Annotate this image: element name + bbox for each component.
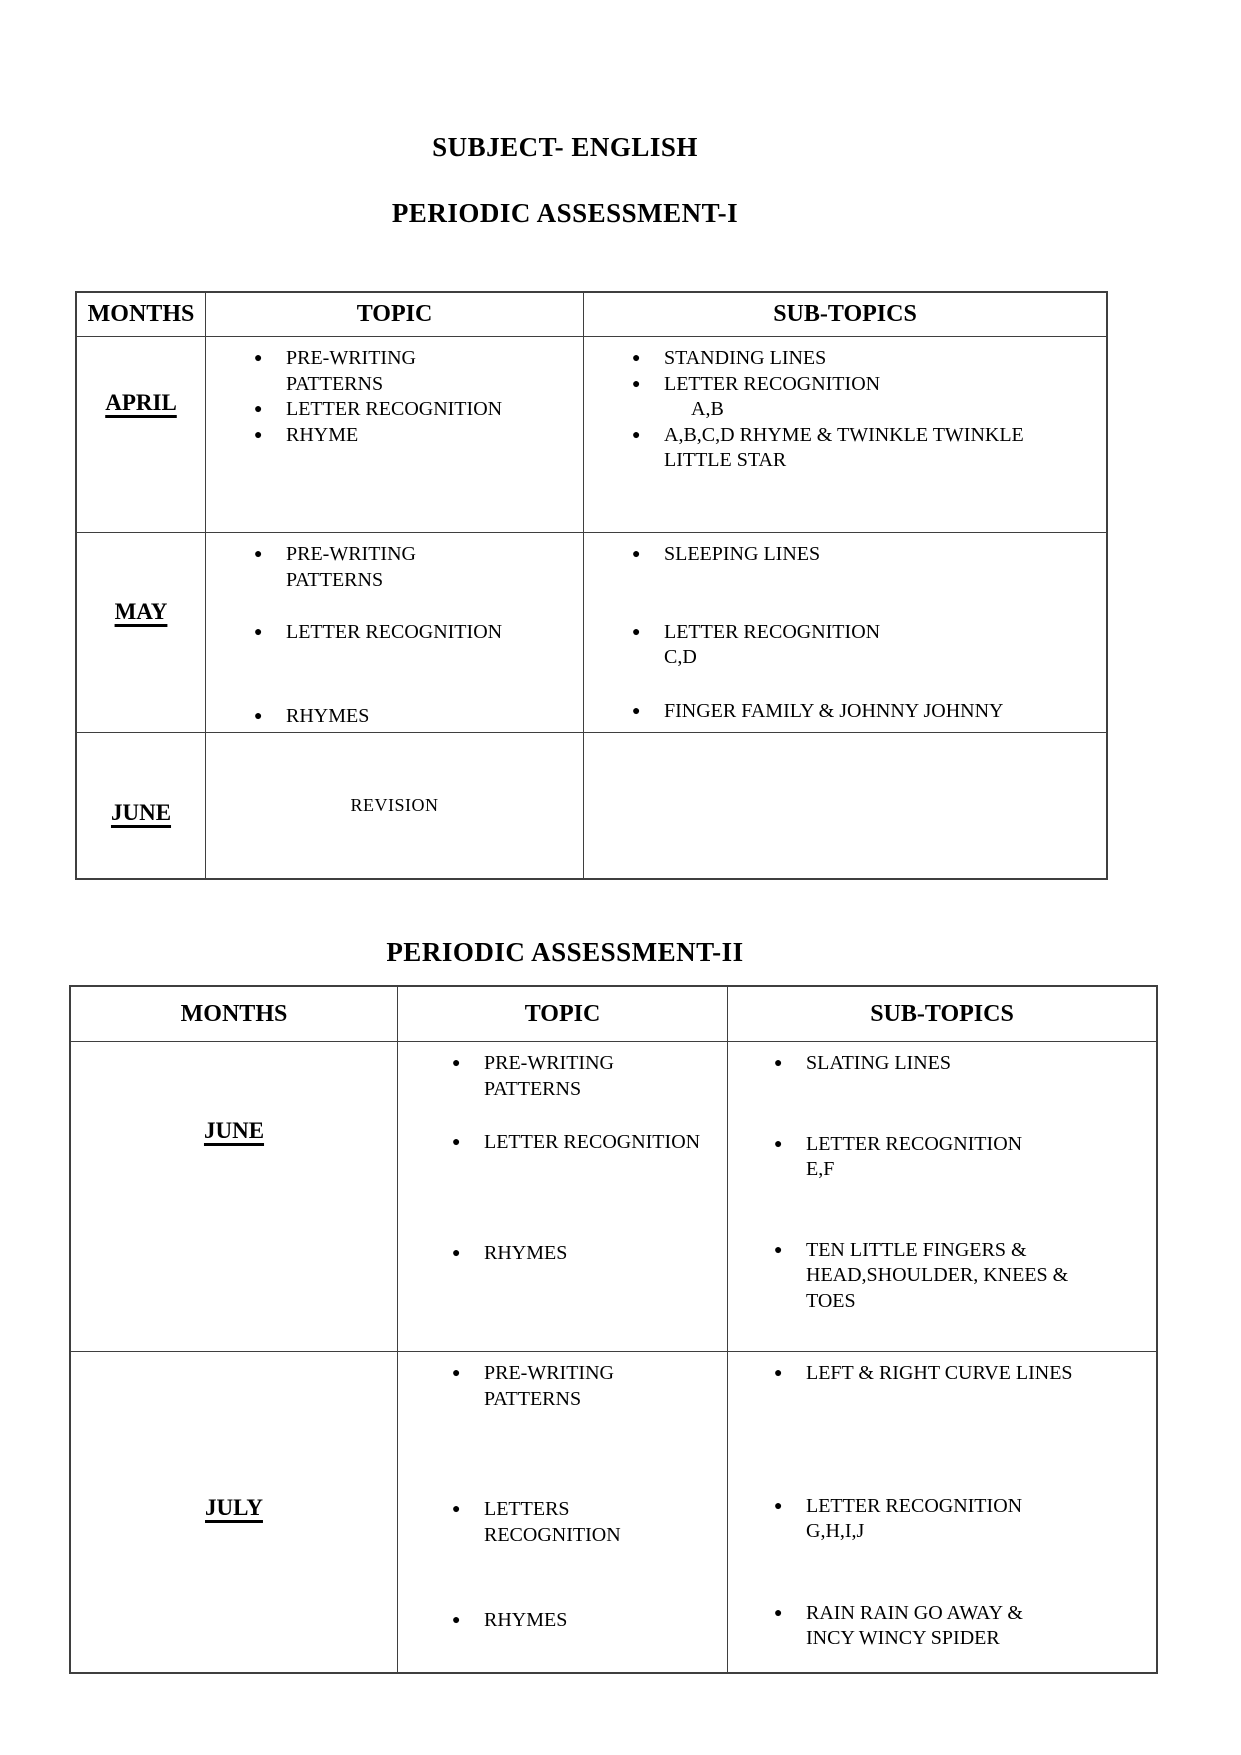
t1-month-cell-may	[77, 533, 206, 733]
month-label-june: JUNE	[203, 1118, 265, 1143]
topic-line: PRE-WRITING	[484, 1052, 614, 1074]
month-label-april: APRIL	[105, 390, 177, 415]
t2-month-cell-july	[71, 1352, 398, 1672]
t1-month-cell-april	[77, 337, 206, 533]
bullet-icon: ●	[632, 624, 641, 640]
bullet-item	[774, 1051, 1150, 1077]
bullet-item	[774, 1361, 1150, 1387]
bullet-item	[632, 346, 1098, 372]
page-title-assessment-2: PERIODIC ASSESSMENT-II	[386, 937, 744, 967]
subtopic-line: A,B	[691, 398, 724, 420]
bullet-icon: ●	[774, 1056, 783, 1071]
t1-may-topic-cell	[206, 533, 584, 733]
bullet-icon: ●	[452, 1502, 461, 1517]
bullet-icon: ●	[254, 351, 263, 366]
bullet-item	[632, 423, 1098, 474]
subtopic-line: E,F	[806, 1158, 835, 1180]
bullet-item	[254, 423, 575, 449]
subtopic-line: LETTER RECOGNITION	[664, 372, 881, 395]
bullet-item	[774, 1132, 1150, 1183]
topic-line: PATTERNS	[286, 568, 384, 591]
topic-line: PRE-WRITING	[484, 1362, 614, 1384]
bullet-icon: ●	[452, 1366, 461, 1381]
t2-month-cell-june	[71, 1042, 398, 1352]
subtopic-line: TEN LITTLE FINGERS &	[806, 1238, 1027, 1261]
subtopic-line: SLATING LINES	[806, 1052, 951, 1074]
topic-line: PRE-WRITING	[286, 543, 416, 565]
bullet-item	[254, 704, 575, 730]
bullet-item	[632, 372, 1098, 423]
subtopic-line: G,H,I,J	[806, 1520, 865, 1542]
bullet-item	[452, 1608, 721, 1634]
bullet-icon: ●	[774, 1136, 783, 1152]
bullet-icon: ●	[254, 547, 263, 562]
table-periodic-assessment-1	[75, 291, 1108, 880]
bullet-icon: ●	[452, 1245, 461, 1261]
bullet-icon: ●	[452, 1135, 461, 1150]
bullet-icon: ●	[774, 1498, 783, 1514]
month-label-july: JULY	[205, 1495, 263, 1520]
subtopic-line: LETTER RECOGNITION	[806, 1132, 1023, 1155]
subtopic-line: RAIN RAIN GO AWAY &	[806, 1601, 1023, 1624]
t2-header-months: MONTHS	[71, 987, 398, 1042]
revision-label: REVISION	[350, 795, 439, 815]
bullet-item	[632, 620, 1098, 671]
month-label-may: MAY	[114, 599, 168, 624]
topic-line: LETTER RECOGNITION	[484, 1131, 701, 1153]
bullet-icon: ●	[632, 376, 641, 392]
subtopic-line: C,D	[664, 646, 697, 668]
t2-header-subtopics: SUB-TOPICS	[728, 987, 1156, 1042]
subtopic-line: STANDING LINES	[664, 347, 827, 369]
bullet-item	[632, 699, 1098, 725]
bullet-icon: ●	[254, 427, 263, 443]
topic-line: PRE-WRITING	[286, 347, 416, 369]
bullet-item	[254, 620, 575, 646]
subtopic-line: FINGER FAMILY & JOHNNY JOHNNY	[664, 699, 1004, 722]
bullet-icon: ●	[254, 625, 263, 640]
topic-line: PATTERNS	[484, 1387, 582, 1410]
bullet-item	[452, 1130, 721, 1156]
topic-line: RHYME	[286, 423, 359, 446]
topic-line: RHYMES	[484, 1609, 568, 1631]
subtopic-line: HEAD,SHOULDER, KNEES &	[806, 1264, 1069, 1286]
topic-line: LETTER RECOGNITION	[286, 621, 503, 643]
t1-header-subtopics: SUB-TOPICS	[584, 293, 1106, 337]
bullet-item	[452, 1051, 721, 1102]
bullet-item	[254, 397, 575, 423]
bullet-icon: ●	[774, 1605, 783, 1621]
bullet-item	[254, 542, 575, 593]
t2-july-subtopic-cell	[728, 1352, 1156, 1672]
bullet-icon: ●	[632, 703, 641, 719]
subtopic-line: LETTER RECOGNITION	[806, 1494, 1023, 1517]
bullet-icon: ●	[452, 1056, 461, 1071]
table-periodic-assessment-2	[69, 985, 1158, 1674]
bullet-item	[774, 1494, 1150, 1545]
bullet-item	[452, 1361, 721, 1412]
topic-line: RECOGNITION	[484, 1523, 621, 1546]
topic-line: PATTERNS	[286, 372, 384, 395]
t2-june-topic-cell	[398, 1042, 728, 1352]
t1-month-cell-june	[77, 733, 206, 878]
page-title-assessment-1: PERIODIC ASSESSMENT-I	[391, 198, 739, 228]
t1-header-months: MONTHS	[77, 293, 206, 337]
topic-line: RHYMES	[286, 704, 370, 727]
bullet-icon: ●	[774, 1366, 783, 1381]
subtopic-line: LEFT & RIGHT CURVE LINES	[806, 1362, 1073, 1384]
bullet-icon: ●	[774, 1242, 783, 1258]
t2-header-topic: TOPIC	[398, 987, 728, 1042]
t1-april-subtopic-cell	[584, 337, 1106, 533]
bullet-item	[632, 542, 1098, 568]
subtopic-line: TOES	[806, 1289, 856, 1312]
subtopic-line: SLEEPING LINES	[664, 543, 821, 565]
month-label-june: JUNE	[110, 800, 172, 825]
bullet-icon: ●	[632, 351, 641, 366]
page-title-subject: SUBJECT- ENGLISH	[432, 132, 698, 162]
t1-may-subtopic-cell	[584, 533, 1106, 733]
subtopic-line: LITTLE STAR	[664, 449, 787, 471]
bullet-icon: ●	[254, 402, 263, 417]
topic-line: LETTERS	[484, 1498, 570, 1520]
t1-june-topic-cell	[206, 733, 584, 878]
bullet-item	[452, 1241, 721, 1267]
t2-july-topic-cell	[398, 1352, 728, 1672]
subtopic-line: INCY WINCY SPIDER	[806, 1627, 1000, 1649]
bullet-item	[774, 1601, 1150, 1652]
t1-header-topic: TOPIC	[206, 293, 584, 337]
bullet-item	[452, 1497, 721, 1548]
subtopic-line: A,B,C,D RHYME & TWINKLE TWINKLE	[664, 423, 1024, 446]
subtopic-line: LETTER RECOGNITION	[664, 620, 881, 643]
bullet-icon: ●	[632, 427, 641, 443]
t2-june-subtopic-cell	[728, 1042, 1156, 1352]
t1-april-topic-cell	[206, 337, 584, 533]
topic-line: PATTERNS	[484, 1077, 582, 1100]
bullet-icon: ●	[254, 708, 263, 724]
t1-june-subtopic-cell	[584, 733, 1106, 878]
topic-line: RHYMES	[484, 1241, 568, 1264]
bullet-icon: ●	[452, 1613, 461, 1628]
bullet-item	[254, 346, 575, 397]
bullet-icon: ●	[632, 547, 641, 562]
topic-line: LETTER RECOGNITION	[286, 398, 503, 420]
bullet-item	[774, 1238, 1150, 1315]
